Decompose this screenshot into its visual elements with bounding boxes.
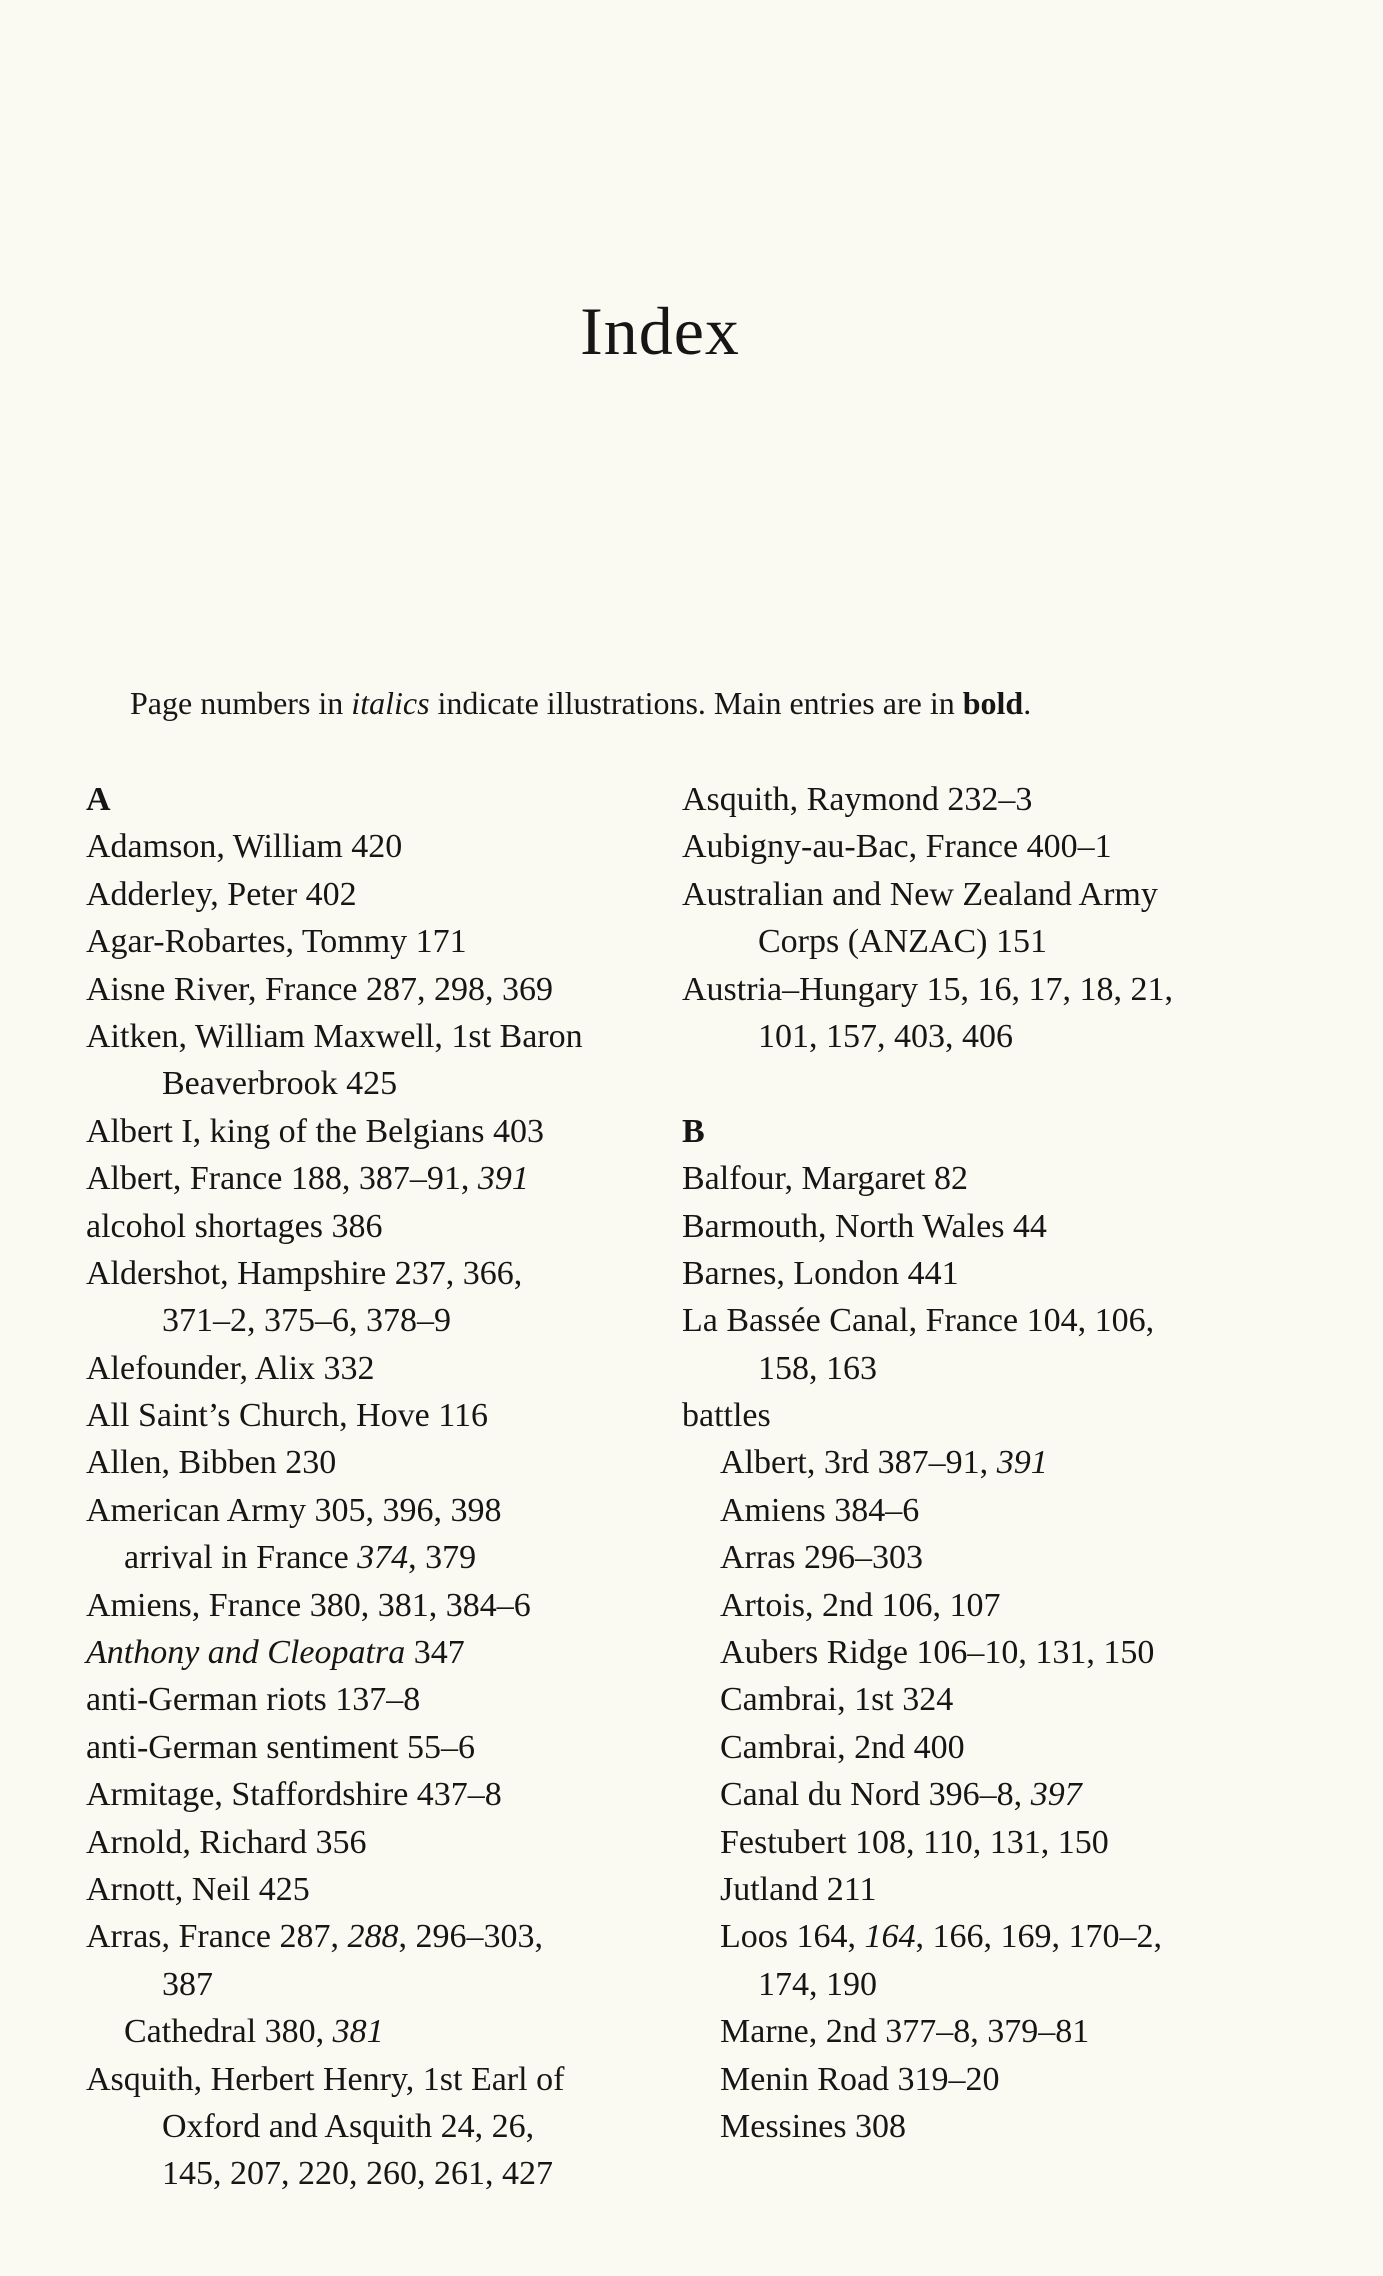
- note-bold-word: bold: [962, 685, 1024, 721]
- index-entry: [86, 1582, 656, 1629]
- entry-text: Aubers Ridge 106–10, 131, 150: [720, 1634, 1155, 1672]
- entry-text: Barnes, London 441: [682, 1254, 959, 1292]
- entry-text: Arnott, Neil 425: [86, 1870, 310, 1908]
- note-prefix: Page numbers in: [130, 685, 352, 721]
- index-entry: [86, 918, 656, 965]
- index-subline: [86, 2150, 656, 2197]
- index-subline: [682, 1771, 1242, 1818]
- entry-text: Barmouth, North Wales 44: [682, 1207, 1047, 1245]
- entry-text: 158, 163: [758, 1349, 877, 1387]
- entry-text: Armitage, Staffordshire 437–8: [86, 1776, 502, 1814]
- entry-text: Alefounder, Alix 332: [86, 1349, 375, 1387]
- entry-text: Loos 164,: [720, 1918, 865, 1956]
- index-subline: [682, 1487, 1242, 1534]
- note-middle: indicate illustrations. Main entries are in: [429, 685, 963, 721]
- italic-page-ref: Anthony and Cleopatra: [86, 1634, 406, 1672]
- section-letter: [86, 776, 656, 823]
- index-subline: [682, 918, 1242, 965]
- index-entry: [682, 1203, 1242, 1250]
- index-entry: [682, 966, 1242, 1013]
- entry-text: Albert I, king of the Belgians 403: [86, 1112, 544, 1150]
- italic-page-ref: 164: [864, 1918, 916, 1956]
- entry-text: American Army 305, 396, 398: [86, 1491, 502, 1529]
- index-subline: [86, 2008, 656, 2055]
- index-subline: [682, 1676, 1242, 1723]
- entry-text: Balfour, Margaret 82: [682, 1160, 968, 1198]
- note-italic-word: italics: [351, 685, 430, 721]
- index-subline: [86, 1534, 656, 1581]
- index-entry: [682, 823, 1242, 870]
- index-subline: [86, 1297, 656, 1344]
- index-entry: [682, 1392, 1242, 1439]
- entry-text: 174, 190: [758, 1965, 877, 2003]
- page-title: Index: [580, 293, 740, 369]
- italic-page-ref: 381: [332, 2013, 384, 2051]
- index-note: [130, 685, 1031, 722]
- entry-text: Aitken, William Maxwell, 1st Baron: [86, 1017, 583, 1055]
- entry-text: , 296–303,: [398, 1918, 544, 1956]
- index-subline: [682, 1345, 1242, 1392]
- italic-page-ref: 374: [357, 1539, 409, 1577]
- entry-text: 347: [405, 1634, 465, 1672]
- entry-text: Austria–Hungary 15, 16, 17, 18, 21,: [682, 970, 1174, 1008]
- index-entry: [86, 1771, 656, 1818]
- entry-text: Australian and New Zealand Army: [682, 875, 1158, 913]
- index-subline: [682, 1439, 1242, 1486]
- italic-page-ref: 288: [347, 1918, 399, 1956]
- entry-text: arrival in France: [124, 1539, 358, 1577]
- entry-text: Menin Road 319–20: [720, 2060, 1000, 2098]
- entry-text: Adamson, William 420: [86, 828, 403, 866]
- entry-text: anti-German riots 137–8: [86, 1681, 421, 1719]
- italic-page-ref: 391: [996, 1444, 1048, 1482]
- index-subline: [682, 1819, 1242, 1866]
- entry-text: alcohol shortages 386: [86, 1207, 383, 1245]
- entry-text: , 166, 169, 170–2,: [915, 1918, 1162, 1956]
- note-suffix: .: [1023, 685, 1032, 721]
- entry-text: , 379: [408, 1539, 477, 1577]
- index-subline: [86, 1961, 656, 2008]
- index-entry: [86, 823, 656, 870]
- entry-text: Arnold, Richard 356: [86, 1823, 367, 1861]
- index-entry: [86, 1913, 656, 1960]
- index-subline: [682, 2056, 1242, 2103]
- index-entry: [86, 1203, 656, 1250]
- index-entry: [86, 1676, 656, 1723]
- entry-text: B: [682, 1112, 705, 1150]
- entry-text: Albert, 3rd 387–91,: [720, 1444, 997, 1482]
- index-entry: [86, 1155, 656, 1202]
- entry-text: Amiens, France 380, 381, 384–6: [86, 1586, 531, 1624]
- index-subline: [682, 1961, 1242, 2008]
- index-entry: [86, 1866, 656, 1913]
- entry-text: battles: [682, 1397, 771, 1435]
- entry-text: Cathedral 380,: [124, 2013, 333, 2051]
- entry-text: 101, 157, 403, 406: [758, 1017, 1013, 1055]
- entry-text: Aisne River, France 287, 298, 369: [86, 970, 554, 1008]
- index-entry: [86, 1439, 656, 1486]
- entry-text: Festubert 108, 110, 131, 150: [720, 1823, 1109, 1861]
- index-entry: [86, 1819, 656, 1866]
- entry-text: 387: [162, 1965, 213, 2003]
- entry-text: Agar-Robartes, Tommy 171: [86, 923, 467, 961]
- index-entry: [86, 1487, 656, 1534]
- index-entry: [682, 1155, 1242, 1202]
- index-subline: [682, 2008, 1242, 2055]
- index-entry: [86, 966, 656, 1013]
- entry-text: All Saint’s Church, Hove 116: [86, 1397, 488, 1435]
- index-subline: [682, 1629, 1242, 1676]
- index-entry: [682, 1250, 1242, 1297]
- index-subline: [682, 1013, 1242, 1060]
- entry-text: Oxford and Asquith 24, 26,: [162, 2107, 535, 2145]
- entry-text: 371–2, 375–6, 378–9: [162, 1302, 451, 1340]
- entry-text: Asquith, Herbert Henry, 1st Earl of: [86, 2060, 565, 2098]
- entry-text: Messines 308: [720, 2107, 907, 2145]
- entry-text: Amiens 384–6: [720, 1491, 920, 1529]
- entry-text: Artois, 2nd 106, 107: [720, 1586, 1001, 1624]
- entry-text: Arras 296–303: [720, 1539, 924, 1577]
- entry-text: Cambrai, 1st 324: [720, 1681, 954, 1719]
- entry-gap: [682, 1060, 1242, 1107]
- index-subline: [682, 1913, 1242, 1960]
- index-subline: [682, 1582, 1242, 1629]
- entry-text: Canal du Nord 396–8,: [720, 1776, 1031, 1814]
- entry-text: anti-German sentiment 55–6: [86, 1728, 476, 1766]
- index-entry: [86, 2056, 656, 2103]
- index-subline: [682, 1534, 1242, 1581]
- index-entry: [682, 871, 1242, 918]
- entry-text: Arras, France 287,: [86, 1918, 348, 1956]
- index-entry: [86, 1629, 656, 1676]
- index-subline: [682, 1866, 1242, 1913]
- index-subline: [682, 1724, 1242, 1771]
- entry-text: Aubigny-au-Bac, France 400–1: [682, 828, 1112, 866]
- index-entry: [86, 1250, 656, 1297]
- entry-text: Asquith, Raymond 232–3: [682, 781, 1033, 818]
- index-subline: [86, 2103, 656, 2150]
- left-column: [86, 776, 656, 2198]
- entry-text: Beaverbrook 425: [162, 1065, 398, 1103]
- index-entry: [682, 776, 1242, 823]
- right-column: [682, 776, 1242, 2150]
- entry-text: Albert, France 188, 387–91,: [86, 1160, 478, 1198]
- entry-text: Marne, 2nd 377–8, 379–81: [720, 2013, 1090, 2051]
- index-subline: [682, 2103, 1242, 2150]
- entry-text: 145, 207, 220, 260, 261, 427: [162, 2155, 553, 2193]
- italic-page-ref: 391: [477, 1160, 529, 1198]
- entry-text: Allen, Bibben 230: [86, 1444, 337, 1482]
- entry-text: Corps (ANZAC) 151: [758, 923, 1047, 961]
- italic-page-ref: 397: [1030, 1776, 1082, 1814]
- entry-text: La Bassée Canal, France 104, 106,: [682, 1302, 1155, 1340]
- section-letter: [682, 1108, 1242, 1155]
- index-subline: [86, 1060, 656, 1107]
- index-entry: [86, 1724, 656, 1771]
- index-entry: [86, 1392, 656, 1439]
- index-entry: [86, 1013, 656, 1060]
- entry-text: A: [86, 781, 111, 818]
- index-entry: [86, 871, 656, 918]
- index-entry: [682, 1297, 1242, 1344]
- entry-text: Jutland 211: [720, 1870, 877, 1908]
- index-entry: [86, 1345, 656, 1392]
- entry-text: Cambrai, 2nd 400: [720, 1728, 965, 1766]
- index-entry: [86, 1108, 656, 1155]
- entry-text: Aldershot, Hampshire 237, 366,: [86, 1254, 523, 1292]
- entry-text: Adderley, Peter 402: [86, 875, 357, 913]
